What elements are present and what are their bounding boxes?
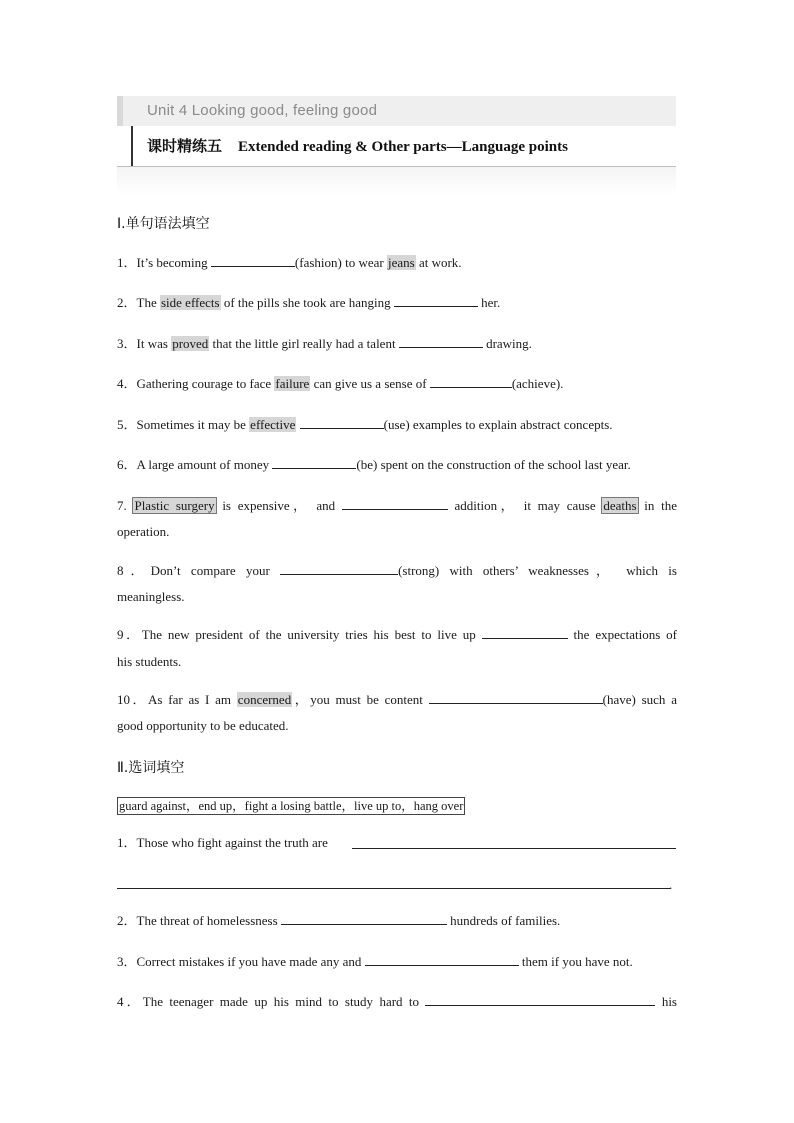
s1-question-9-continued: his students. xyxy=(117,654,182,669)
question-text: at work. xyxy=(415,255,462,270)
question-number: 3． xyxy=(117,954,137,969)
question-text: The xyxy=(136,295,160,310)
answer-blank[interactable] xyxy=(300,414,384,429)
s1-question-1 xyxy=(117,250,677,276)
question-text: his xyxy=(655,994,677,1009)
question-text: the expectations of xyxy=(567,627,677,642)
highlighted-word: deaths xyxy=(603,498,637,513)
answer-blank[interactable] xyxy=(272,454,356,469)
question-text: is expensive， and xyxy=(215,498,342,513)
question-text: can give us a sense of xyxy=(310,376,430,391)
answer-blank[interactable] xyxy=(429,689,603,704)
header-shadow xyxy=(117,166,676,195)
question-number: 1． xyxy=(117,255,137,270)
lesson-title xyxy=(147,135,568,156)
s1-question-10-continued: good opportunity to be educated. xyxy=(117,718,289,733)
question-text: A large amount of money xyxy=(136,457,273,472)
header-divider xyxy=(131,126,133,166)
question-number: 5． xyxy=(117,417,137,432)
question-text: them if you have not. xyxy=(518,954,633,969)
section2-title: Ⅱ.选词填空 xyxy=(117,760,185,776)
section1-title: Ⅰ.单句语法填空 xyxy=(117,216,210,232)
s1-question-2 xyxy=(117,290,677,316)
s2-question-4 xyxy=(117,989,677,1015)
answer-blank[interactable] xyxy=(430,373,512,388)
question-text: addition， it may cause xyxy=(447,498,603,513)
question-text: It was xyxy=(136,336,172,351)
answer-blank[interactable] xyxy=(365,951,519,966)
answer-blank[interactable] xyxy=(281,910,447,925)
question-text: (strong) with others’ weaknesses， which is xyxy=(398,563,677,578)
question-number: 1． xyxy=(117,835,137,850)
question-text: ，you must be content xyxy=(292,692,429,707)
s2-question-1 xyxy=(117,830,677,856)
s1-question-9 xyxy=(117,622,677,648)
highlighted-word: proved xyxy=(172,336,209,351)
question-text: (use) examples to explain abstract concepts. xyxy=(383,417,613,432)
answer-blank[interactable] xyxy=(399,333,483,348)
highlighted-word: effective xyxy=(250,417,296,432)
question-text: The threat of homelessness xyxy=(136,913,281,928)
question-number: 6． xyxy=(117,457,137,472)
s1-question-7-continued: operation. xyxy=(117,524,170,539)
answer-blank[interactable] xyxy=(342,495,448,510)
question-text: (have) such a xyxy=(602,692,677,707)
question-text: (fashion) to wear xyxy=(294,255,387,270)
question-text: Correct mistakes if you have made any and xyxy=(136,954,365,969)
highlighted-word: Plastic surgery xyxy=(134,498,215,513)
highlighted-word: failure xyxy=(275,376,310,391)
question-number: 3． xyxy=(117,336,137,351)
lesson-title-en: Extended reading & Other parts—Language points xyxy=(238,139,568,155)
question-number: 4． xyxy=(117,376,137,391)
question-text: Those who fight against the truth are xyxy=(136,835,328,850)
question-number: 7. xyxy=(117,498,127,513)
answer-blank[interactable] xyxy=(211,252,295,267)
question-number: 10． xyxy=(117,692,149,707)
s1-question-8 xyxy=(117,558,677,584)
question-text: in the xyxy=(637,498,677,513)
answer-blank[interactable] xyxy=(425,991,655,1006)
s1-question-10 xyxy=(117,687,677,713)
s1-question-7 xyxy=(117,493,677,519)
answer-blank[interactable] xyxy=(280,560,398,575)
s1-question-3 xyxy=(117,331,677,357)
question-text: Don’t compare your xyxy=(150,563,281,578)
word-bank: guard against，end up，fight a losing battle，live up to，hang over xyxy=(119,799,464,813)
question-text: As far as I am xyxy=(148,692,237,707)
question-number: 2． xyxy=(117,913,137,928)
highlighted-word: side effects xyxy=(160,295,220,310)
highlighted-word: jeans xyxy=(387,255,415,270)
question-number: 4． xyxy=(117,994,143,1009)
s1-question-8-continued: meaningless. xyxy=(117,589,185,604)
s1-question-6 xyxy=(117,452,677,478)
question-text: Sometimes it may be xyxy=(136,417,250,432)
question-text: drawing. xyxy=(482,336,532,351)
answer-blank[interactable] xyxy=(117,888,670,889)
question-text: her. xyxy=(477,295,501,310)
answer-blank[interactable] xyxy=(394,292,478,307)
question-number: 8． xyxy=(117,563,151,578)
question-text: (achieve). xyxy=(511,376,564,391)
question-text: The new president of the university tries his best to live up xyxy=(141,627,482,642)
question-text: that the little girl really had a talent xyxy=(209,336,399,351)
question-number: 9． xyxy=(117,627,142,642)
question-text: (be) spent on the construction of the school last year. xyxy=(356,457,631,472)
question-text: Gathering courage to face xyxy=(136,376,275,391)
question-text: The teenager made up his mind to study hard to xyxy=(142,994,426,1009)
lesson-title-cn: 课时精练五 xyxy=(147,139,223,155)
s1-question-4 xyxy=(117,371,677,397)
header-accent-bar xyxy=(117,96,123,126)
answer-blank[interactable] xyxy=(352,848,676,849)
highlighted-word: concerned xyxy=(237,692,292,707)
question-number: 2． xyxy=(117,295,137,310)
question-text: of the pills she took are hanging xyxy=(220,295,394,310)
s1-question-5 xyxy=(117,412,677,438)
question-text: hundreds of families. xyxy=(446,913,561,928)
s2-question-3 xyxy=(117,949,677,975)
sentence-end: . xyxy=(669,877,673,892)
answer-blank[interactable] xyxy=(482,624,568,639)
unit-title: Unit 4 Looking good, feeling good xyxy=(147,102,378,119)
question-text: It’s becoming xyxy=(136,255,211,270)
s2-question-2 xyxy=(117,908,677,934)
